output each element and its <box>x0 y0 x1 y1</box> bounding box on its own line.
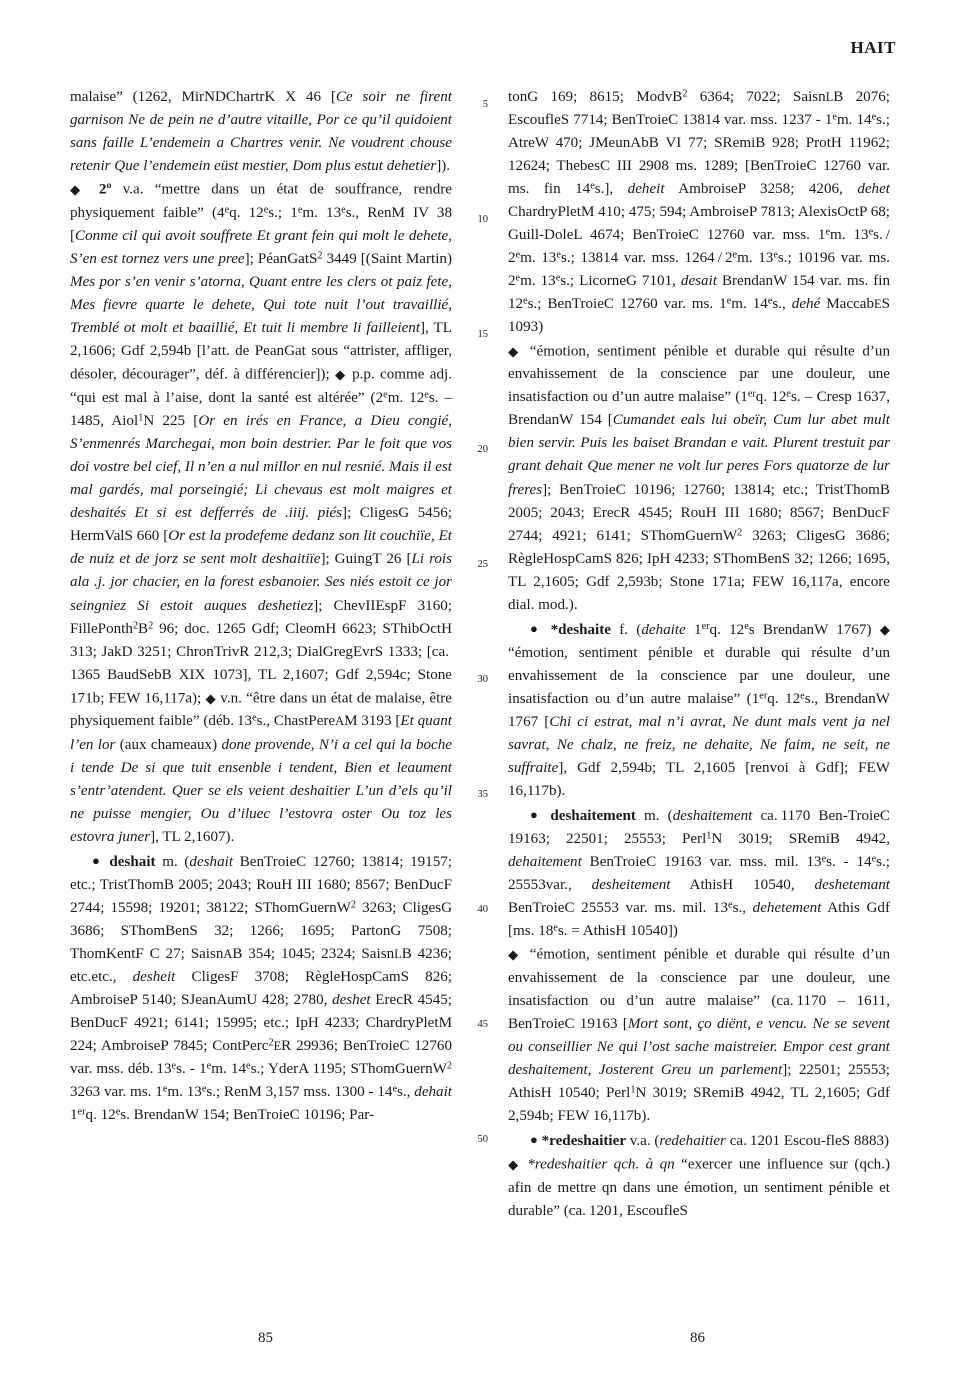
diamond-marker: ◆ <box>70 182 88 198</box>
line-number: 45 <box>477 1019 488 1030</box>
paragraph-dehait-continuation: tonG 169; 8615; ModvB$^2$ 6364; 7022; SaisnLB 2076; EscoufleS 7714; BenTroieC 13814 var. mss. 1237 - 1em. 14es.; AtreW 470; JMeunAbB VI 77; SRemiB 928; ProtH 11962; 12624; ThebesC III 2908 ms. 1289; [BenTroieC 12760 var. ms. fin 14es.], deheit AmbroiseP 3258; 4206, dehet ChardryPletM 410; 475; 594; AmbroiseP 7813; AlexisOctP 68; Guill-DoleL 4674; BenTroieC 12760 var. mss. 1em. 13es. / 2em. 13es.; 13814 var. mss. 1264 / 2em. 13es.; 10196 var. ms. 2em. 13es.; LicorneG 7101, desait BrendanW 154 var. ms. fin 12es.; BenTroieC 12760 var. ms. 1em. 14es., dehé MaccabES 1093) <box>508 88 891 336</box>
folio-row <box>0 1330 960 1352</box>
line-number: 15 <box>477 329 488 340</box>
bullet-marker: ● <box>530 1132 538 1148</box>
line-number: 30 <box>477 674 488 685</box>
line-number: 25 <box>477 559 488 570</box>
paragraph-deshaite-entry: ● *deshaite f. (dehaite 1erq. 12es BrendanW 1767) ◆ “émotion, sentiment pénible et durable qui résulte d’un envahissement de la conscience par une douleur, une insatisfaction ou d’un autre malaise” (1erq. 12es., BrendanW 1767 [Chi ci estrat, mal n’i avrat, Ne dunt mals vent ja nel savrat, Ne chalz, ne freiz, ne dehaite, Ne faim, ne seit, ne suffraite], Gdf 2,594b; TL 2,1605 [renvoi à Gdf]; FEW 16,117b). <box>508 620 891 799</box>
bullet-marker: ● <box>92 852 103 868</box>
bullet-marker: ● <box>530 806 543 822</box>
line-number-gutter <box>462 86 496 1286</box>
diamond-marker: ◆ <box>205 690 217 706</box>
paragraph-sense-2: ◆ 2º v.a. “mettre dans un état de souffrance, rendre physiquement faible” (4eq. 12es.; 1em. 13es., RenM IV 38 [Conme cil qui avoit souffrete Et grant fein qui molt le dehete, S’en est tornez vers une pree]; PéanGatS$^2$ 3449 [(Saint Martin) Mes por s’en venir s’atorna, Quant entre les clers ot paiz fete, Mes fievre quarte le dehete, Qui tote nuit l’out travaillié, Tremblé ot molt et baaillié, Et tuit li membre li failleient], TL 2,1606; Gdf 2,594b [l’att. de PeanGat sous “attrister, affliger, désoler, décourager”, déf. à différencier]); ◆ p.p. comme adj. “qui est mal à l’aise, dont la santé est altérée” (2em. 12es. – 1485, Aiol$^1$N 225 [Or en irés en France, a Dieu congié, S’enmenrés Marchegai, mon boin destrier. Par le foit que vos doi vostre bel cief, Il n’en a nul millor en nul resnié. Mais il est mal gardés, mal porseingié; Li chevaus est molt maigres et deshaités Et si est defferrés de .iiij. piés]; CligesG 5456; HermValS 660 [Or est la prodefeme dedanz son lit couchiïe, Et de nuiz et de jorz se sent molt deshaitiïe]; GuingT 26 [Li rois ala .j. jor chacier, en la forest esbanoier. Ses niés estoit ce jor seingniez Si estoit auques deshetiez]; ChevIIEspF 3160; $FillePonth^2B^2$ 96; doc. 1265 Gdf; CleomH 6623; SThibOctH 313; JakD 3251; ChronTrivR 212,3; DialGregEvrS 1333; [ca. 1365 BaudSebB XIX 1073], TL 2,1607; Gdf 2,594c; Stone 171b; FEW 16,117a); ◆ v.n. “être dans un état de malaise, être physiquement faible” (déb. 13es., ChastPereAM 3193 [Et quant l’en lor (aux chameaux) done provende, N’i a cel qui la boche i tende De si que tuit ensenble i tendent, Bien et leaument s’entr’atendent. Quer se els veient deshaitier L’un d’els qu’il ne puisse mengier, Ou d’iluec l’estovra oster Ou toz les estovra juner], TL 2,1607). <box>70 181 453 845</box>
line-number: 50 <box>477 1134 488 1145</box>
running-head: HAIT <box>850 38 896 57</box>
line-number: 40 <box>477 904 488 915</box>
diamond-marker: ◆ <box>879 621 890 637</box>
line-number: 10 <box>477 214 488 225</box>
folio-number-right: 86 <box>690 1330 705 1346</box>
diamond-marker: ◆ <box>334 367 347 383</box>
folio-number-left: 85 <box>258 1330 273 1346</box>
right-column <box>508 86 890 1223</box>
paragraph-redeshaitier-sense: ◆ *redeshaitier qch. à qn “exercer une influence sur (qch.) afin de mettre qn dans une émotion, un sentiment pénible et durable” (ca. 1201, EscoufleS <box>508 1156 890 1219</box>
diamond-marker: ◆ <box>508 947 523 962</box>
diamond-marker: ◆ <box>508 1156 521 1172</box>
line-number: 35 <box>477 789 488 800</box>
line-number: 5 <box>482 99 488 110</box>
diamond-marker: ◆ <box>508 343 523 359</box>
paragraph-deshaitement-sense: ◆ “émotion, sentiment pénible et durable qui résulte d’un envahissement de la conscience par une douleur, une insatisfaction ou d’un autre malaise” (ca. 1170 – 1611, BenTroieC 19163 [Mort sont, ço diënt, e vencu. Ne se sevent ou conseillier Ne qui l’ost sache maistreier. Empor cest grant deshaitement, Josterent Greu un parlement]; 22501; 25553; AthisH 10540; Perl$^1$N 3019; SRemiB 4942, TL 2,1605; Gdf 2,594b; FEW 16,117b). <box>508 946 891 1125</box>
paragraph-deshait-entry: ● deshait m. (deshait BenTroieC 12760; 13814; 19157; etc.; TristThomB 2005; 2043; RouH III 1680; 8567; BenDucF 2744; 15598; 19201; 38122; SThomGuernW$^2$ 3263; CligesG 3686; SThomBenS 32; 1266; 1695; PartonG 7508; ThomKentF C 27; SaisnAB 354; 1045; 2324; SaisnLB 4236; etc.etc., desheit CligesF 3708; RègleHospCamS 826; AmbroiseP 5140; SJeanAumU 428; 2780, deshet ErecR 4545; BenDucF 4921; 6141; 15995; etc.; IpH 4233; ChardryPletM 224; AmbroiseP 7845; ContPerc$^2$ER 29936; BenTroieC 12760 var. mss. déb. 13es. - 1em. 14es.; YderA 1195; SThomGuernW$^2$ 3263 var. ms. 1em. 13es.; RenM 3,157 mss. 1300 - 14es., dehait 1erq. 12es. BrendanW 154; BenTroieC 10196; Par- <box>70 852 453 1124</box>
bullet-marker: ● <box>530 620 543 636</box>
left-column <box>70 86 452 1127</box>
paragraph-redeshaitier-entry: ● *redeshaitier v.a. (redehaitier ca. 1201 Escou-fleS 8883) <box>530 1132 890 1149</box>
line-number: 20 <box>477 444 488 455</box>
paragraph-deshait-sense: ◆ “émotion, sentiment pénible et durable qui résulte d’un envahissement de la conscience par une douleur, une insatisfaction ou d’un autre malaise” (1erq. 12es. – Cresp 1637, BrendanW 154 [Cumandet eals lui obeïr, Cum lur abet mult bien servir. Puis les baiset Brandan e vait. Plurent trestuit par grant dehait Que mener ne volt lur peres Fors quatorze de lur freres]; BenTroieC 10196; 12760; 13814; etc.; TristThomB 2005; 2043; ErecR 4545; RouH III 1680; 8567; BenDucF 2744; 4921; 6141; SThomGuernW$^2$ 3263; CligesG 3686; RègleHospCamS 826; IpH 4233; SThomBenS 32; 1266; 1695, TL 2,1605; Gdf 2,593b; Stone 171a; FEW 16,117a, encore dial. mod.). <box>508 343 890 613</box>
paragraph-malaise-continuation: malaise” (1262, MirNDChartrK X 46 [Ce soir ne firent garnison Ne de pein ne d’autre vitaille, Por ce qu’il quidoient sans faille L’endemein a Chartres venir. Ne voudrent chouse retenir Que l’endemein eüst mestier, Dom plus estut dehetier]). <box>70 89 452 175</box>
paragraph-deshaitement-entry: ● deshaitement m. (deshaitement ca. 1170 Ben-TroieC 19163; 22501; 25553; Perl$^1$N 3019; SRemiB 4942, dehaitement BenTroieC 19163 var. mss. mil. 13es. - 14es.; 25553var., desheitement AthisH 10540, deshetemant BenTroieC 25553 var. ms. mil. 13es., dehetement Athis Gdf [ms. $18^es$. = AthisH 10540]) <box>508 806 891 939</box>
